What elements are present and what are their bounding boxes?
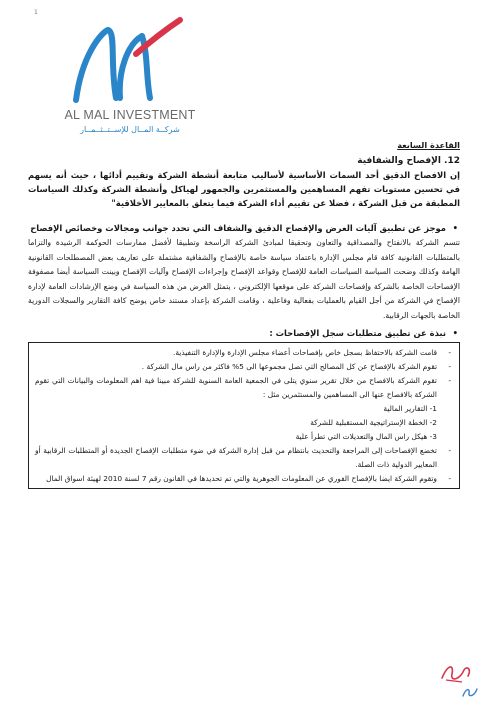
list-item: - تقوم الشركة بالإفصاح عن كل المصالح التي تصل مجموعها الى 5% فاكثر من راس مال الشركة . bbox=[35, 360, 453, 374]
logo-name-arabic: شركــة المــال للإســتــثــمــار bbox=[80, 125, 180, 134]
policy-paragraph: تتسم الشركة بالانفتاح والمصداقية والتعاون وتحقيقا لمبادئ الشركة الراسخة وتطبيقا لأفضل ممارسات الحوكمة الرشيدة والتزاما بالمتطلبات القانونية كافة قام مجلس الإدارة باعتماد سياسة خاصة بالإفصاح والشفافية مشتملة على تعاريف بعض المصطلحات القانونية الهامة وكذلك وضحت السياسة السياسات العامة للإفصاح وقواعد الإفصاح وإجراءات الإفصاح وآليات الإفصاح وبينت السياسة أيضا مصفوفة الإفصاحات الخاصة بالشركة وإفصاحات الشركة على موقعها الإلكتروني ، يتمثل الغرض من هذه السياسة في وضع الإرشادات العامة لإدارة الإفصاح في الشركة من أجل القيام بالعمليات بفعالية وفاعلية ، وقامت الشركة بإعداد مستند خاص يوضح كافة التقارير والسجلات الدورية الخاصة بالجهات الرقابية. bbox=[28, 238, 460, 320]
section-title: 12. الإفصاح والشفافية bbox=[357, 156, 460, 166]
dash-icon: - bbox=[448, 473, 451, 483]
dash-icon: - bbox=[448, 361, 451, 371]
bullet-disclosure-summary bbox=[28, 221, 460, 235]
bullet-register-requirements bbox=[28, 326, 460, 340]
disclosure-register-box bbox=[28, 342, 460, 489]
handwritten-mark-icon bbox=[460, 684, 480, 700]
bullet-icon: • bbox=[452, 223, 458, 233]
numbered-item: 2- الخطة الإستراتيجية المستقبلية للشركة bbox=[310, 417, 437, 427]
rule-title: القاعدة السابعة bbox=[397, 140, 460, 150]
bullet-text: نبذة عن تطبيق متطلبات سجل الإفصاحات : bbox=[269, 327, 446, 338]
dash-icon: - bbox=[448, 445, 451, 455]
intro-paragraph: إن الافصاح الدقيق أحد السمات الأساسية لأساليب متابعة أنشطة الشركة وتقييم أدائها ، حيث أنه يسهم في تحسين مستويات تفهم المساهمين والمستثمرين والجمهور لهياكل وأنشطة الشركة وكذلك السياسات المطبقة من قبل الشركة ، فضلا عن تقييم أداء الشركة فيما يتعلق بالمعايير الأخلاقية" bbox=[28, 170, 460, 208]
dash-icon: - bbox=[448, 375, 451, 385]
page-number: 1 bbox=[34, 9, 38, 16]
numbered-item: 3- هيكل راس المال والتعديلات التي تطرأ علية bbox=[295, 431, 437, 441]
list-item: - تخضع الإفصاحات إلى المراجعة والتحديث بانتظام من قبل إدارة الشركة في ضوء متطلبات الإفصاح الجديدة أو المتطلبات الرقابية أو المعايير الدولية ذات الصلة. bbox=[35, 445, 451, 469]
list-item: - تقوم الشركة بالافصاح من خلال تقرير سنوي يتلى في الجمعية العامة السنوية للشركة مبينا فية اهم المعلومات والبيانات التي تقوم الشركة بالافصاح عنها الى المساهمين والمستثمرين مثل : bbox=[35, 375, 451, 399]
company-logo bbox=[60, 14, 200, 134]
logo-mark-icon bbox=[72, 14, 188, 106]
document-body bbox=[28, 140, 460, 489]
bullet-icon: • bbox=[452, 327, 458, 338]
numbered-item: 1- التقارير المالية bbox=[383, 403, 437, 413]
logo-name-english: AL MAL INVESTMENT bbox=[64, 108, 196, 122]
bullet-text: موجز عن تطبيق آليات العرض والإفصاح الدقيق والشفاف التي تحدد جوانب ومجالات وخصائص الإفصاح bbox=[30, 223, 446, 233]
dash-icon: - bbox=[448, 347, 451, 357]
signature-mark-icon bbox=[438, 660, 478, 686]
list-item: - وتقوم الشركة ايضا بالإفصاح الفوري عن المعلومات الجوهرية والتي تم تحديدها في القانون رقم 7 لسنة 2010 لهيئة اسواق المال bbox=[35, 472, 453, 486]
list-item: - قامت الشركة بالاحتفاظ بسجل خاص بإفصاحات أعضاء مجلس الإدارة والإدارة التنفيذية. bbox=[35, 346, 453, 360]
